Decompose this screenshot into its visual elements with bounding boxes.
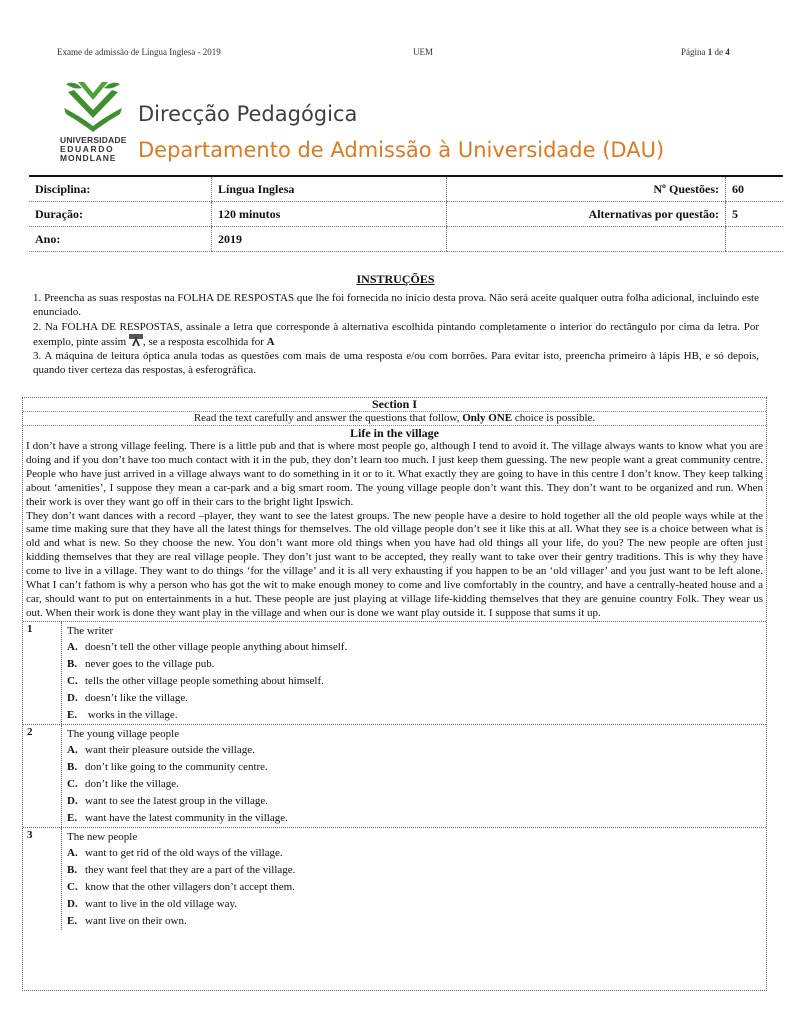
label-ano: Ano: — [29, 227, 212, 252]
label-duracao: Duração: — [29, 202, 212, 227]
section-sub-c: choice is possible. — [514, 412, 596, 424]
option-b — [67, 862, 766, 879]
header-page-number — [681, 47, 730, 57]
option-letter: A. — [67, 640, 78, 653]
header-institution: UEM — [413, 47, 433, 57]
page-sep: de — [714, 47, 723, 57]
option-letter: B. — [67, 657, 78, 670]
question-1 — [23, 621, 766, 724]
option-letter: B. — [67, 760, 78, 773]
option-text: want to get rid of the old ways of the village. — [85, 846, 283, 859]
page-total: 4 — [725, 47, 730, 57]
exam-info-table — [29, 175, 783, 252]
option-letter: D. — [67, 897, 78, 910]
filled-letter-a-icon — [129, 334, 143, 346]
page-current: 1 — [707, 47, 713, 57]
value-disciplina: Língua Inglesa — [212, 176, 447, 202]
instruction-3: 3. A máquina de leitura óptica anula todas as questões com mais de uma resposta e/ou com borrões. Para evitar isto, preencha primeiro à lápis HB, e só depois, quando tiver certeza das respostas, à esferográfica. — [33, 350, 759, 377]
section-title: Section I — [23, 398, 766, 412]
option-d — [67, 896, 766, 913]
option-text: don’t like going to the community centre. — [85, 760, 268, 773]
label-questoes: Nº Questões: — [447, 176, 726, 202]
option-letter: D. — [67, 691, 78, 704]
value-questoes: 60 — [726, 176, 784, 202]
question-3 — [23, 827, 766, 930]
option-text: want to see the latest group in the village. — [85, 794, 268, 807]
passage-paragraph-1: I don’t have a strong village feeling. There is a little pub and that is where most people go, although I tend to avoid it. The village always wants to know what you are doing and if you don’t have too much contact with it in the pub, they don’t learn too much. I just keep them guessing. The new people want a great community centre. People who have just arrived in a village always want to do something in it or to it. What exactly they are going to have in this centre I don’t know. They keep talking about ‘amenities’, I suppose they mean a car-park and a big smart room. The young village people don’t want this. They don’t want to be organized and run. When their work is over they want go off in their cars to the bright light Ipswich. — [26, 440, 763, 508]
logo-text-line2: EDUARDO — [60, 144, 115, 154]
option-b — [67, 759, 766, 776]
section-sub-a: Read the text carefully and answer the questions that follow, — [193, 412, 460, 424]
section-sub-b: Only ONE — [462, 412, 513, 424]
empty-cell — [726, 227, 784, 252]
option-e — [67, 707, 766, 724]
instruction-2-text-b: , se a resposta escolhida for — [142, 335, 264, 348]
logo-text-line1: UNIVERSIDADE — [60, 135, 127, 145]
value-duracao: 120 minutos — [212, 202, 447, 227]
section-instructions — [23, 412, 766, 426]
option-text: want live on their own. — [85, 914, 187, 927]
instructions-title: INSTRUÇÕES — [356, 272, 435, 286]
instruction-2-letter: A — [266, 335, 275, 348]
empty-cell — [447, 227, 726, 252]
question-stem: The writer — [67, 624, 114, 637]
option-letter: C. — [67, 777, 78, 790]
value-alternativas: 5 — [726, 202, 784, 227]
option-e — [67, 913, 766, 930]
label-alternativas: Alternativas por questão: — [447, 202, 726, 227]
option-letter: A. — [67, 846, 78, 859]
option-a — [67, 639, 766, 656]
section-one — [22, 397, 767, 991]
question-stem: The young village people — [67, 727, 180, 740]
option-letter: A. — [67, 743, 78, 756]
option-letter: C. — [67, 880, 78, 893]
option-c — [67, 673, 766, 690]
title-direccao: Direcção Pedagógica — [138, 102, 358, 126]
title-departamento: Departamento de Admissão à Universidade (DAU) — [138, 138, 665, 162]
option-c — [67, 776, 766, 793]
option-text: doesn’t tell the other village people anything about himself. — [85, 640, 348, 653]
option-letter: B. — [67, 863, 78, 876]
option-b — [67, 656, 766, 673]
option-d — [67, 793, 766, 810]
option-text: want have the latest community in the village. — [85, 811, 288, 824]
passage-text — [23, 440, 766, 621]
option-a — [67, 742, 766, 759]
option-text: don’t like the village. — [85, 777, 179, 790]
option-text: works in the village. — [85, 708, 178, 721]
option-letter: C. — [67, 674, 78, 687]
logo-text-line3: MONDLANE — [60, 153, 117, 163]
question-stem: The new people — [67, 830, 138, 843]
question-number: 1 — [23, 622, 62, 724]
passage-title: Life in the village — [350, 426, 439, 440]
option-e — [67, 810, 766, 827]
option-text: want to live in the old village way. — [85, 897, 238, 910]
option-text: never goes to the village pub. — [85, 657, 215, 670]
question-2 — [23, 724, 766, 827]
instruction-1: 1. Preencha as suas respostas na FOLHA DE RESPOSTAS que lhe foi fornecida no início desta prova. Não será aceite qualquer outra folha adicional, incluindo este enunciado. — [33, 292, 759, 319]
option-text: tells the other village people something about himself. — [85, 674, 324, 687]
option-a — [67, 845, 766, 862]
label-disciplina: Disciplina: — [29, 176, 212, 202]
value-ano: 2019 — [212, 227, 447, 252]
option-text: doesn’t like the village. — [85, 691, 189, 704]
option-letter: E. — [67, 811, 78, 824]
instruction-2 — [33, 320, 759, 350]
option-letter: D. — [67, 794, 78, 807]
uem-emblem-icon — [60, 78, 126, 134]
option-text: they want feel that they are a part of the village. — [85, 863, 296, 876]
page-prefix: Página — [681, 47, 706, 57]
option-letter: E. — [67, 708, 78, 721]
instruction-2-text: 2. Na FOLHA DE RESPOSTAS, assinale a letra que corresponde à alternativa escolhida pintando completamente o interior do rectângulo por cima da letra. Por exemplo, pinte assim — [33, 320, 759, 348]
option-text: want their pleasure outside the village. — [85, 743, 255, 756]
passage-paragraph-2: They don’t want dances with a record –player, they want to see the latest groups. The new people have a desire to hold together all the old people ways while at the same time making sure that they have all the latest things for themselves. The old village people don’t see it like this at all. What they see is a choice between what is old and what is new. So they choose the new. You don’t want more old things when you have had old things all your life, do you? The new people are often just kidding themselves that they are real village people. They don’t just want to be accepted, they really want to take over their gentry traditions. This is why they have come to live in a village. They want to do things ‘for the village’ and it is all very exhausting if you happen to be an ‘old villager’ and you just want to be left alone. What I can’t fathom is why a person who has got the wit to make enough money to come and live comfortably in the country, and have a centrally-heated house and a car, should want to put on entertainments in a hut. These people are just playing at village life-kidding themselves that they are genuine country Folk. They wear us out. When their work is done they want play in the village and when our is done we want play outside it. I suppose that sums it up. — [26, 509, 763, 619]
option-letter: E. — [67, 914, 78, 927]
question-number: 2 — [23, 725, 62, 827]
header-exam-title: Exame de admissão de Língua Inglesa - 2019 — [57, 47, 221, 57]
university-logo — [60, 78, 130, 163]
option-c — [67, 879, 766, 896]
question-number: 3 — [23, 828, 62, 930]
option-text: know that the other villagers don’t accept them. — [85, 880, 295, 893]
option-d — [67, 690, 766, 707]
instructions-body — [33, 291, 759, 378]
